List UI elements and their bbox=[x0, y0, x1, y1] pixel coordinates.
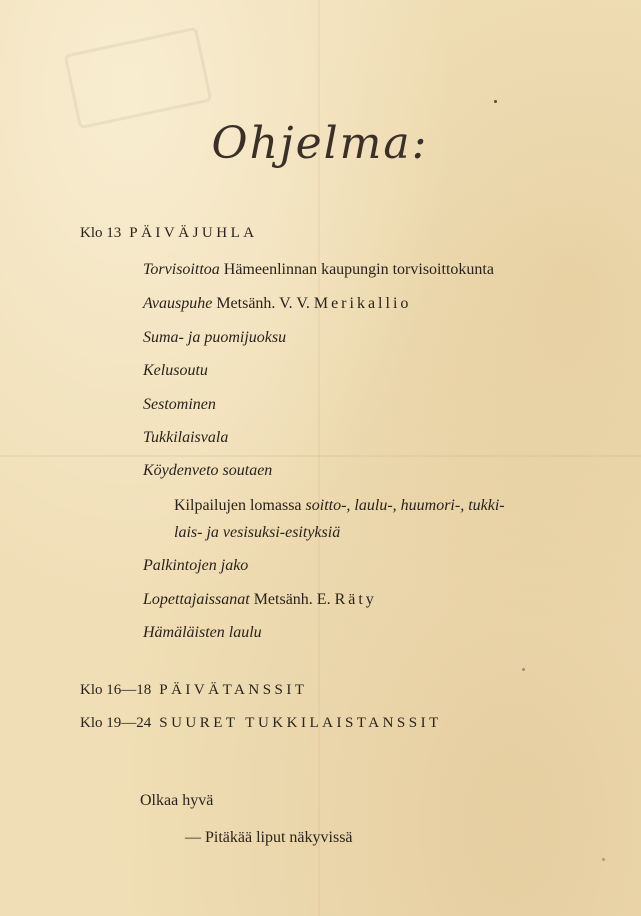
page-title: Ohjelma: bbox=[211, 118, 429, 169]
program-item-kelusoutu bbox=[143, 362, 208, 380]
item-name: Kelusoutu bbox=[143, 362, 208, 379]
note-text: Kilpailujen lomassa bbox=[174, 497, 306, 514]
item-name: Avauspuhe bbox=[143, 295, 213, 312]
footer-tickets-note: — Pitäkää liput näkyvissä bbox=[185, 829, 353, 846]
section-time: Klo 16—18 bbox=[80, 682, 152, 698]
item-name: Köydenveto soutaen bbox=[143, 462, 273, 479]
item-name: Tukkilaisvala bbox=[143, 429, 229, 446]
section-heading: PÄIVÄJUHLA bbox=[129, 225, 258, 241]
item-name: Suma- ja puomijuoksu bbox=[143, 329, 287, 346]
item-name: Hämäläisten laulu bbox=[143, 624, 262, 641]
program-item-torvisoittoa bbox=[143, 261, 494, 279]
section-paivajuhla-header bbox=[80, 224, 258, 242]
speaker-name: Räty bbox=[334, 591, 377, 608]
item-name: Palkintojen jako bbox=[143, 557, 249, 574]
footer-greeting: Olkaa hyvä bbox=[140, 792, 214, 809]
section-time: Klo 19—24 bbox=[80, 715, 152, 731]
program-item-hamalaisten-laulu bbox=[143, 624, 262, 642]
program-item-lopettajaissanat bbox=[143, 591, 377, 609]
note-italic: lais- ja vesisuksi-esityksiä bbox=[174, 524, 341, 541]
item-detail: Metsänh. E. bbox=[249, 591, 335, 608]
ink-speck bbox=[494, 100, 497, 103]
item-name: Lopettajaissanat bbox=[143, 591, 250, 608]
program-item-avauspuhe bbox=[143, 295, 411, 313]
program-item-suma bbox=[143, 329, 286, 347]
ink-speck bbox=[602, 858, 605, 861]
program-item-koydenveto bbox=[143, 462, 272, 480]
item-detail: Hämeenlinnan kaupungin torvisoittokunta bbox=[219, 261, 494, 278]
item-detail: Metsänh. V. V. bbox=[212, 295, 314, 312]
program-note-line2 bbox=[174, 524, 340, 542]
program-item-sestominen bbox=[143, 396, 216, 414]
item-name: Sestominen bbox=[143, 396, 216, 413]
section-time: Klo 13 bbox=[80, 225, 122, 241]
speaker-name: Merikallio bbox=[313, 295, 412, 312]
note-italic: soitto-, laulu-, huumori-, tukki- bbox=[305, 497, 505, 514]
section-paivatanssit-header bbox=[80, 681, 308, 699]
section-heading: SUURET TUKKILAISTANSSIT bbox=[159, 715, 442, 731]
program-item-palkintojen-jako bbox=[143, 557, 248, 575]
paper-fold-horizontal bbox=[0, 455, 641, 457]
section-tukkilaistanssit-header bbox=[80, 714, 442, 732]
section-heading: PÄIVÄTANSSIT bbox=[159, 682, 308, 698]
item-name: Torvisoittoa bbox=[143, 261, 220, 278]
program-item-tukkilaisvala bbox=[143, 429, 228, 447]
faded-stamp bbox=[64, 27, 213, 130]
ink-speck bbox=[522, 668, 525, 671]
program-note-line1 bbox=[174, 497, 505, 515]
